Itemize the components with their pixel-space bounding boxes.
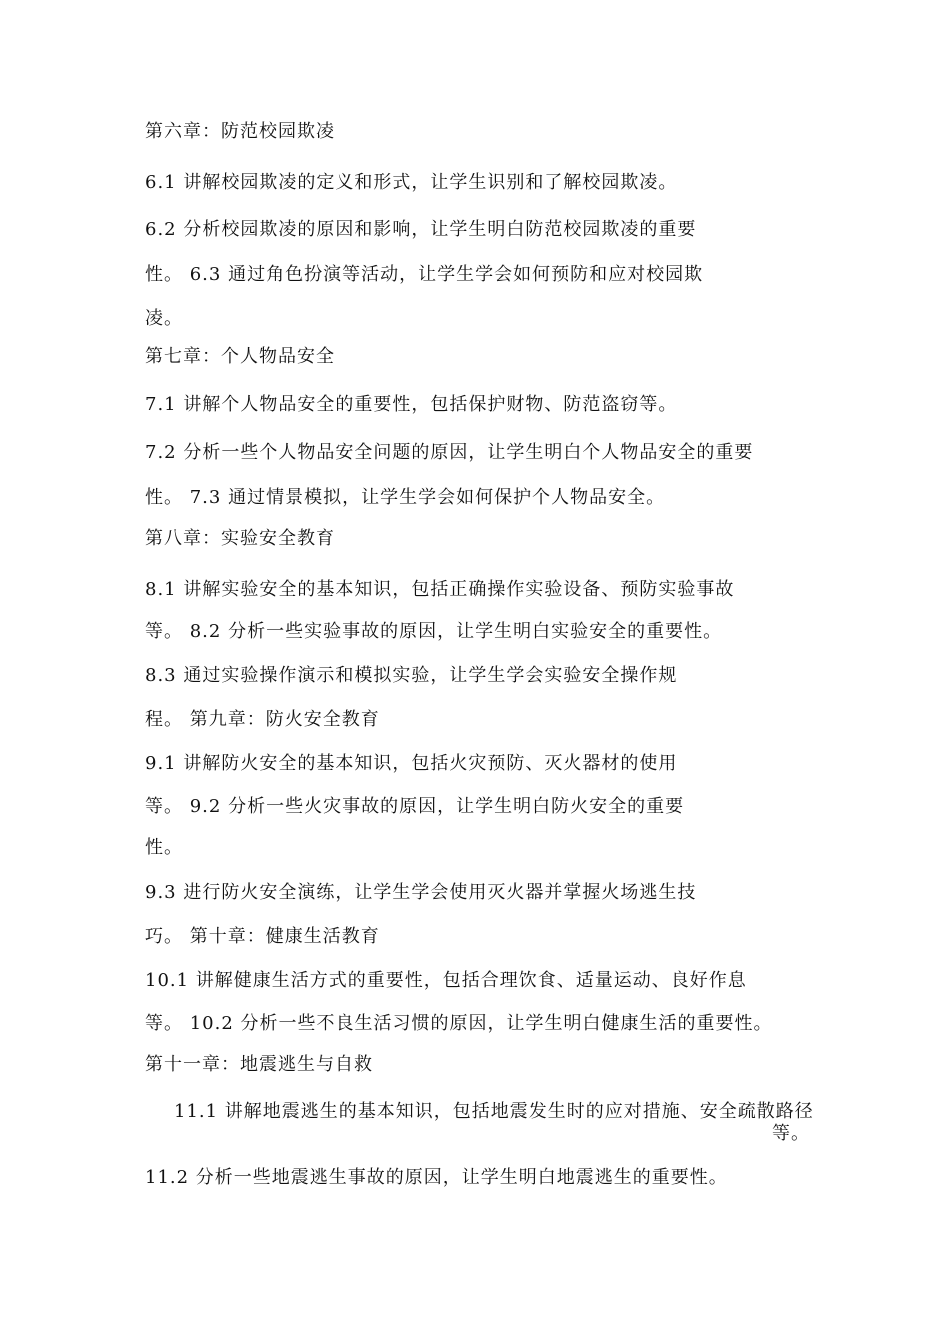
chapter-7-heading: 第七章：个人物品安全: [145, 346, 335, 367]
paragraph-line: 9.1 讲解防火安全的基本知识，包括火灾预防、灭火器材的使用: [145, 753, 678, 774]
paragraph-line: 程。 第九章：防火安全教育: [145, 709, 380, 730]
paragraph-line: 等。 10.2 分析一些不良生活习惯的原因，让学生明白健康生活的重要性。: [145, 1013, 773, 1034]
paragraph-line: 巧。 第十章：健康生活教育: [145, 926, 380, 947]
chapter-8-heading: 第八章：实验安全教育: [145, 528, 335, 549]
paragraph-line: 性。 6.3 通过角色扮演等活动，让学生学会如何预防和应对校园欺: [145, 264, 704, 285]
paragraph-line: 性。 7.3 通过情景模拟，让学生学会如何保护个人物品安全。: [145, 487, 666, 508]
paragraph-line: 等。 8.2 分析一些实验事故的原因，让学生明白实验安全的重要性。: [145, 621, 723, 642]
paragraph-line: 性。: [145, 837, 183, 858]
chapter-6-heading: 第六章：防范校园欺凌: [145, 121, 335, 142]
paragraph-line: 7.1 讲解个人物品安全的重要性，包括保护财物、防范盗窃等。: [145, 394, 678, 415]
paragraph-line: 凌。: [145, 308, 183, 329]
paragraph-line: 10.1 讲解健康生活方式的重要性，包括合理饮食、适量运动、良好作息: [145, 970, 747, 991]
paragraph-line: 11.2 分析一些地震逃生事故的原因，让学生明白地震逃生的重要性。: [145, 1167, 728, 1188]
paragraph-line: 等。: [772, 1123, 810, 1144]
paragraph-line: 8.3 通过实验操作演示和模拟实验，让学生学会实验安全操作规: [145, 665, 678, 686]
paragraph-line: 6.2 分析校园欺凌的原因和影响，让学生明白防范校园欺凌的重要: [145, 219, 697, 240]
paragraph-line: 6.1 讲解校园欺凌的定义和形式，让学生识别和了解校园欺凌。: [145, 172, 678, 193]
chapter-11-heading: 第十一章：地震逃生与自救: [145, 1054, 373, 1075]
paragraph-line: 等。 9.2 分析一些火灾事故的原因，让学生明白防火安全的重要: [145, 796, 685, 817]
paragraph-line: 11.1 讲解地震逃生的基本知识，包括地震发生时的应对措施、安全疏散路径: [174, 1101, 814, 1122]
paragraph-line: 8.1 讲解实验安全的基本知识，包括正确操作实验设备、预防实验事故: [145, 579, 735, 600]
paragraph-line: 9.3 进行防火安全演练，让学生学会使用灭火器并掌握火场逃生技: [145, 882, 697, 903]
paragraph-line: 7.2 分析一些个人物品安全问题的原因，让学生明白个人物品安全的重要: [145, 442, 754, 463]
